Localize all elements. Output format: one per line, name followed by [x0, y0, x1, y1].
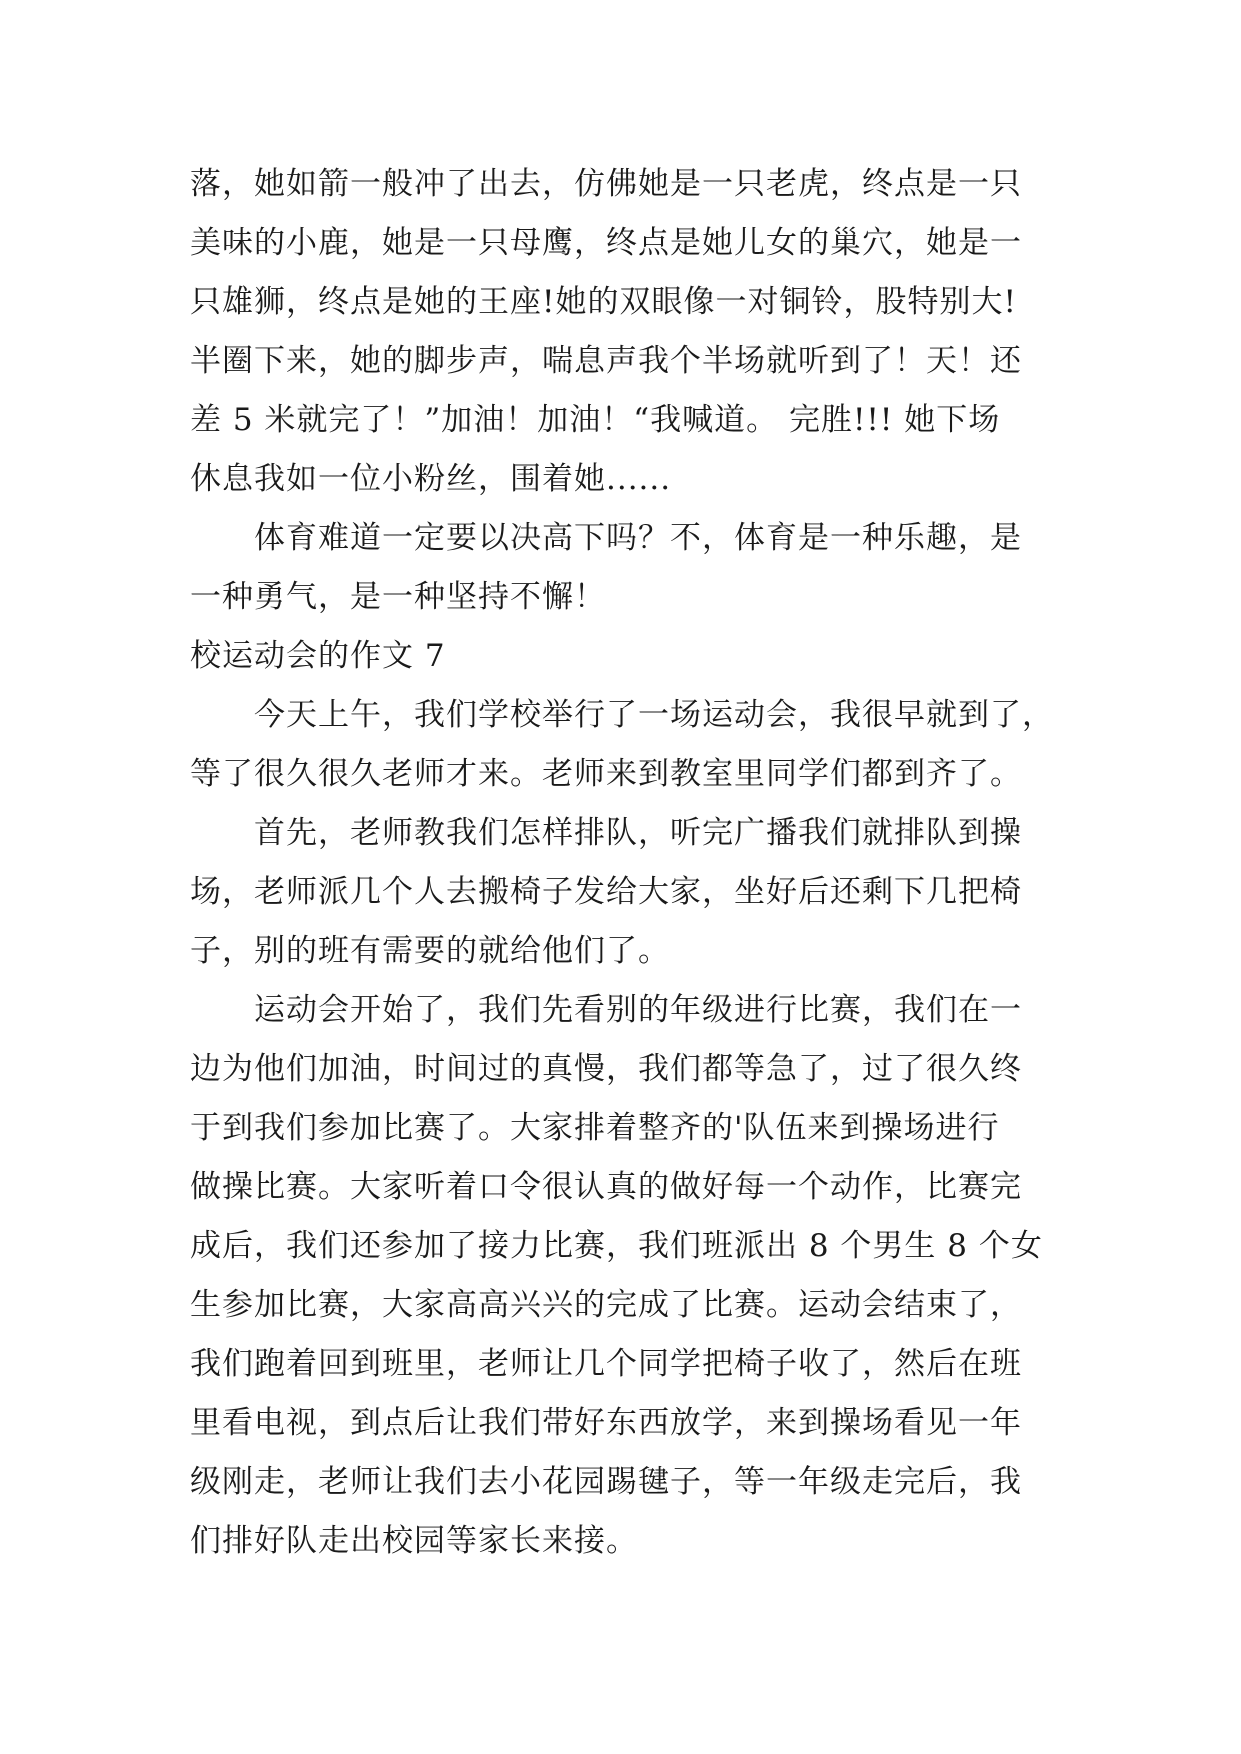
text-line: 等了很久很久老师才来。老师来到教室里同学们都到齐了。 [190, 756, 1022, 792]
text-line: 美味的小鹿，她是一只母鹰，终点是她儿女的巢穴，她是一 [190, 225, 1022, 261]
text-line: 场，老师派几个人去搬椅子发给大家，坐好后还剩下几把椅 [190, 874, 1022, 910]
text-line: 只雄狮，终点是她的王座!她的双眼像一对铜铃，股特别大! [190, 284, 1017, 320]
text-line: 体育难道一定要以决高下吗？不，体育是一种乐趣，是 [254, 520, 1022, 556]
text-line: 做操比赛。大家听着口令很认真的做好每一个动作，比赛完 [190, 1169, 1022, 1205]
text-line: 级刚走，老师让我们去小花园踢毽子，等一年级走完后，我 [190, 1464, 1022, 1500]
text-line: 落，她如箭一般冲了出去，仿佛她是一只老虎，终点是一只 [190, 166, 1022, 202]
document-body [190, 155, 1054, 1571]
text-line: 子，别的班有需要的就给他们了。 [190, 933, 670, 969]
paragraph-2 [190, 509, 1050, 627]
paragraph-5 [190, 981, 1050, 1571]
text-line: 们排好队走出校园等家长来接。 [190, 1523, 638, 1559]
text-line: 运动会开始了，我们先看别的年级进行比赛，我们在一 [254, 992, 1022, 1028]
text-line: 边为他们加油，时间过的真慢，我们都等急了，过了很久终 [190, 1051, 1022, 1087]
text-line: 我们跑着回到班里，老师让几个同学把椅子收了，然后在班 [190, 1346, 1022, 1382]
text-line: 于到我们参加比赛了。大家排着整齐的'队伍来到操场进行 [190, 1110, 1000, 1146]
paragraph-1 [190, 155, 1050, 509]
text-line: 休息我如一位小粉丝，围着她...... [190, 461, 672, 497]
text-line: 一种勇气，是一种坚持不懈！ [190, 579, 606, 615]
text-line: 生参加比赛，大家高高兴兴的完成了比赛。运动会结束了， [190, 1287, 1022, 1323]
paragraph-3 [190, 686, 1054, 804]
text-line: 首先，老师教我们怎样排队，听完广播我们就排队到操 [254, 815, 1022, 851]
text-line: 差 5 米就完了！”加油！加油！“我喊道。 完胜!!! 她下场 [190, 402, 1001, 438]
section-heading: 校运动会的作文 7 [190, 638, 446, 674]
text-line: 半圈下来，她的脚步声，喘息声我个半场就听到了！天！还 [190, 343, 1022, 379]
paragraph-4 [190, 804, 1050, 981]
text-line: 今天上午，我们学校举行了一场运动会，我很早就到了， [254, 697, 1054, 733]
text-line: 成后，我们还参加了接力比赛，我们班派出 8 个男生 8 个女 [190, 1228, 1043, 1264]
text-line: 里看电视，到点后让我们带好东西放学，来到操场看见一年 [190, 1405, 1022, 1441]
